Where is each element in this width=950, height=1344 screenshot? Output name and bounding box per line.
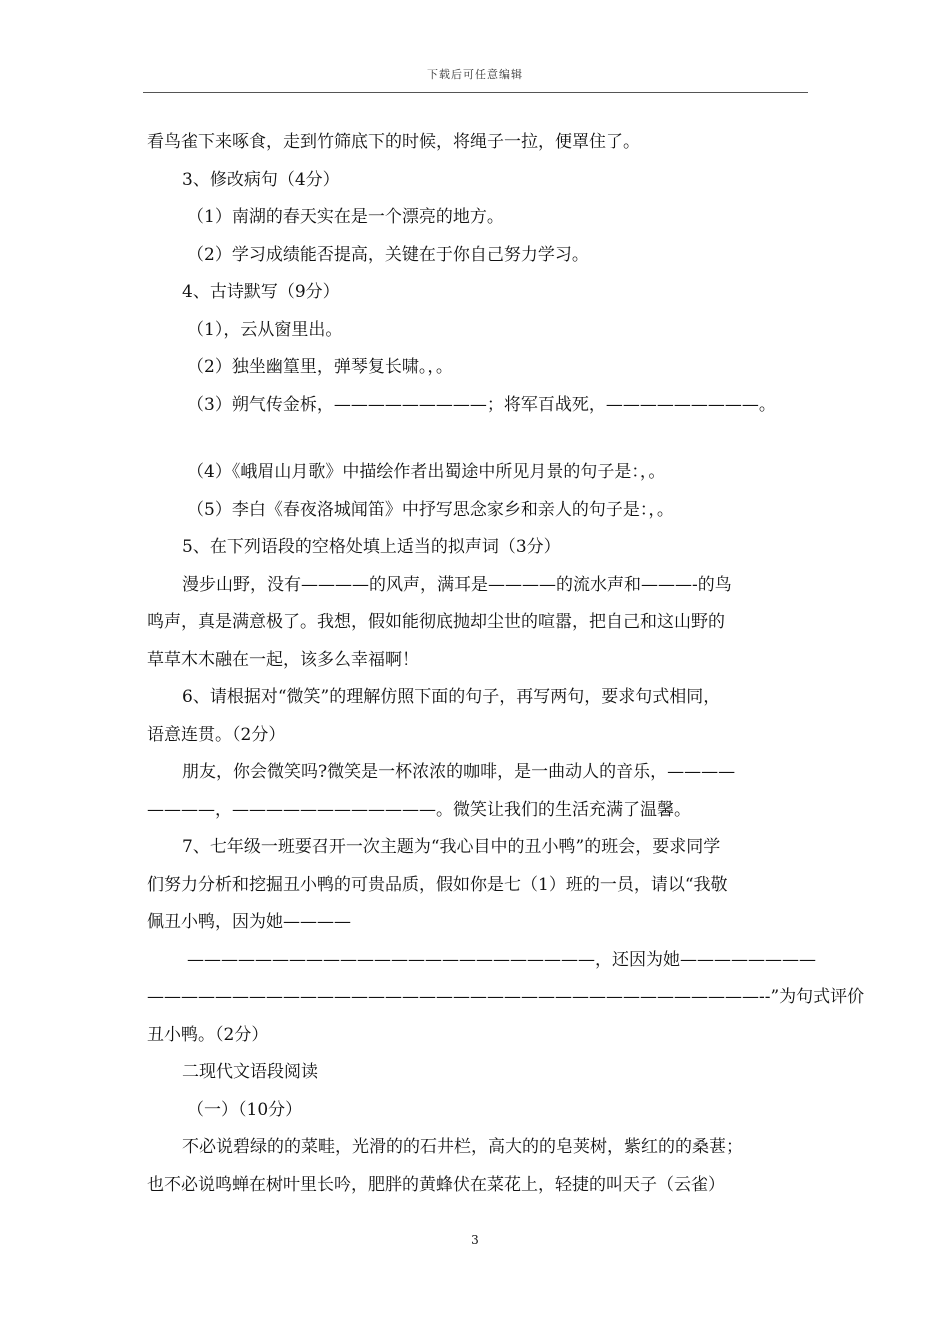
paragraph-line: 漫步山野，没有————的风声，满耳是————的流水声和———-的鸟 <box>182 574 732 595</box>
question-6-heading: 6、请根据对“微笑”的理解仿照下面的句子，再写两句，要求句式相同， <box>182 687 721 707</box>
paragraph-line: 丑小鸭。（2分） <box>147 1024 269 1045</box>
paragraph-line: 不必说碧绿的的菜畦，光滑的的石井栏，高大的的皂荚树，紫红的的桑葚； <box>182 1137 743 1157</box>
question-3-item-1: （1）南湖的春天实在是一个漂亮的地方。 <box>187 207 504 227</box>
section-heading: 二现代文语段阅读 <box>182 1062 318 1082</box>
paragraph-line: 鸣声，真是满意极了。我想，假如能彻底抛却尘世的喧嚣，把自己和这山野的 <box>147 612 725 632</box>
subsection-heading: （一）（10分） <box>187 1099 303 1120</box>
paragraph-line: 草草木木融在一起，该多么幸福啊！ <box>147 649 419 670</box>
paragraph-line: ————，————————————。微笑让我们的生活充满了温馨。 <box>147 799 691 820</box>
question-4-item-4: （4）《峨眉山月歌》中描绘作者出蜀途中所见月景的句子是：，。 <box>187 462 666 482</box>
paragraph-line: 们努力分析和挖掘丑小鸭的可贵品质，假如你是七（1）班的一员，请以“我敬 <box>147 874 728 895</box>
question-3-heading: 3、修改病句（4分） <box>182 169 340 190</box>
header-divider <box>143 92 808 93</box>
paragraph-line: ————————————————————————，还因为她———————— <box>187 949 816 970</box>
paragraph-line: 看鸟雀下来啄食，走到竹筛底下的时候，将绳子一拉，便罩住了。 <box>147 132 640 152</box>
question-3-item-2: （2）学习成绩能否提高，关键在于你自己努力学习。 <box>187 244 589 265</box>
blank-spacer <box>147 424 807 454</box>
question-4-item-2: （2）独坐幽篁里，弹琴复长啸。，。 <box>187 357 453 377</box>
question-4-item-3: （3）朔气传金柝，—————————；将军百战死，—————————。 <box>187 394 776 415</box>
question-4-item-1: （1），云从窗里出。 <box>187 319 343 340</box>
question-7-heading: 7、七年级一班要召开一次主题为“我心目中的丑小鸭”的班会，要求同学 <box>182 837 721 857</box>
page-number: 3 <box>471 1233 479 1247</box>
paragraph-line: 语意连贯。（2分） <box>147 724 286 745</box>
page-header: 下载后可任意编辑 <box>427 68 523 81</box>
paragraph-line: 佩丑小鸭，因为她———— <box>147 912 351 932</box>
paragraph-line: ————————————————————————————————————--”为句式评价 <box>147 987 865 1007</box>
paragraph-line: 也不必说鸣蝉在树叶里长吟，肥胖的黄蜂伏在菜花上，轻捷的叫天子（云雀） <box>147 1174 725 1195</box>
question-4-heading: 4、古诗默写（9分） <box>182 282 340 302</box>
paragraph-line: 朋友，你会微笑吗?微笑是一杯浓浓的咖啡，是一曲动人的音乐，———— <box>182 762 736 782</box>
question-5-heading: 5、在下列语段的空格处填上适当的拟声词（3分） <box>182 537 561 557</box>
question-4-item-5: （5）李白《春夜洛城闻笛》中抒写思念家乡和亲人的句子是：，。 <box>187 499 674 520</box>
document-body <box>147 124 865 1204</box>
